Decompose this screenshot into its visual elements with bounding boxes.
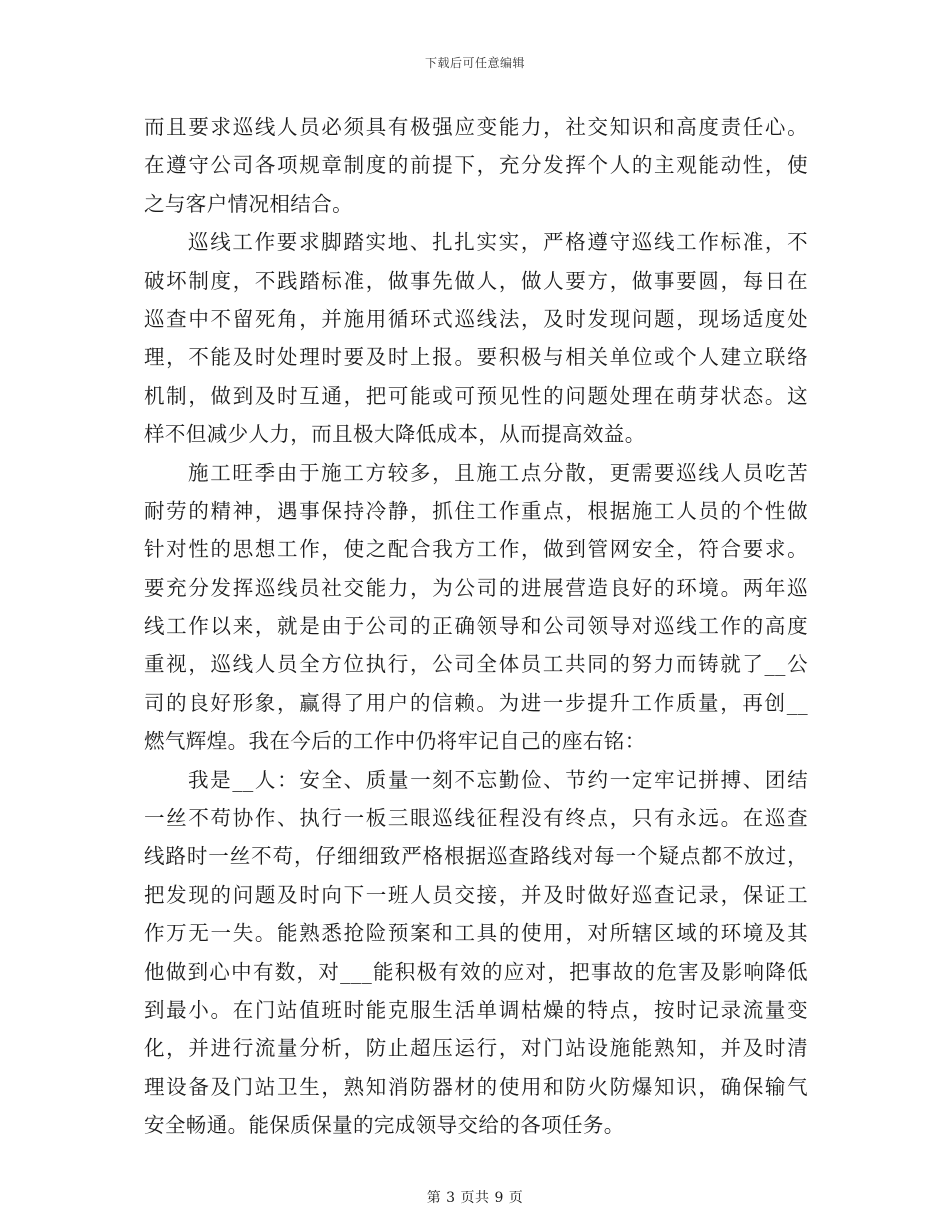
- text-line: 破坏制度，不践踏标准，做事先做人，做人要方，做事要圆，每日在: [144, 268, 808, 293]
- text-line: 之与客户情况相结合。: [144, 191, 353, 216]
- document-body: [144, 108, 808, 1145]
- text-line: 我是__人：安全、质量一刻不忘勤俭、节约一定牢记拼搏、团结: [188, 767, 808, 792]
- page-number-footer: 第 3 页共 9 页: [426, 1190, 524, 1206]
- text-line: 耐劳的精神，遇事保持冷静，抓住工作重点，根据施工人员的个性做: [144, 498, 808, 523]
- text-line: 施工旺季由于施工方较多，且施工点分散，更需要巡线人员吃苦: [188, 460, 808, 485]
- text-line: 针对性的思想工作，使之配合我方工作，做到管网安全，符合要求。: [144, 537, 808, 562]
- text-line: 线路时一丝不苟，仔细细致严格根据巡查路线对每一个疑点都不放过，: [144, 844, 808, 869]
- text-line: 机制，做到及时互通，把可能或可预见性的问题处理在萌芽状态。这: [144, 383, 808, 408]
- text-line: 巡线工作要求脚踏实地、扎扎实实，严格遵守巡线工作标准，不: [188, 230, 808, 255]
- paragraph: [144, 761, 808, 1145]
- text-line: 而且要求巡线人员必须具有极强应变能力，社交知识和高度责任心。: [144, 115, 808, 139]
- text-line: 样不但减少人力，而且极大降低成本，从而提高效益。: [144, 422, 646, 447]
- text-line: 安全畅通。能保质保量的完成领导交给的各项任务。: [144, 1113, 625, 1138]
- paragraph: [144, 454, 808, 761]
- text-line: 司的良好形象，赢得了用户的信赖。为进一步提升工作质量，再创__: [144, 690, 808, 715]
- text-line: 把发现的问题及时向下一班人员交接，并及时做好巡查记录，保证工: [144, 882, 808, 907]
- text-line: 在遵守公司各项规章制度的前提下，充分发挥个人的主观能动性，使: [144, 153, 808, 178]
- text-line: 到最小。在门站值班时能克服生活单调枯燥的特点，按时记录流量变: [144, 997, 808, 1022]
- text-line: 一丝不苟协作、执行一板三眼巡线征程没有终点，只有永远。在巡查: [144, 806, 808, 831]
- text-line: 巡查中不留死角，并施用循环式巡线法，及时发现问题，现场适度处: [144, 306, 808, 331]
- paragraph: [144, 223, 808, 453]
- text-line: 理，不能及时处理时要及时上报。要积极与相关单位或个人建立联络: [144, 345, 808, 370]
- text-line: 燃气辉煌。我在今后的工作中仍将牢记自己的座右铭：: [144, 729, 646, 754]
- text-line: 化，并进行流量分析，防止超压运行，对门站设施能熟知，并及时清: [144, 1036, 808, 1061]
- text-line: 重视，巡线人员全方位执行，公司全体员工共同的努力而铸就了__公: [144, 652, 808, 677]
- text-line: 作万无一失。能熟悉抢险预案和工具的使用，对所辖区域的环境及其: [144, 921, 808, 946]
- page-header: 下载后可任意编辑: [424, 56, 525, 70]
- paragraph: [144, 108, 808, 223]
- text-line: 他做到心中有数，对___能积极有效的应对，把事故的危害及影响降低: [144, 959, 808, 984]
- text-line: 要充分发挥巡线员社交能力，为公司的进展营造良好的环境。两年巡: [144, 575, 808, 600]
- text-line: 线工作以来，就是由于公司的正确领导和公司领导对巡线工作的高度: [144, 614, 808, 639]
- text-line: 理设备及门站卫生，熟知消防器材的使用和防火防爆知识，确保输气: [144, 1074, 808, 1099]
